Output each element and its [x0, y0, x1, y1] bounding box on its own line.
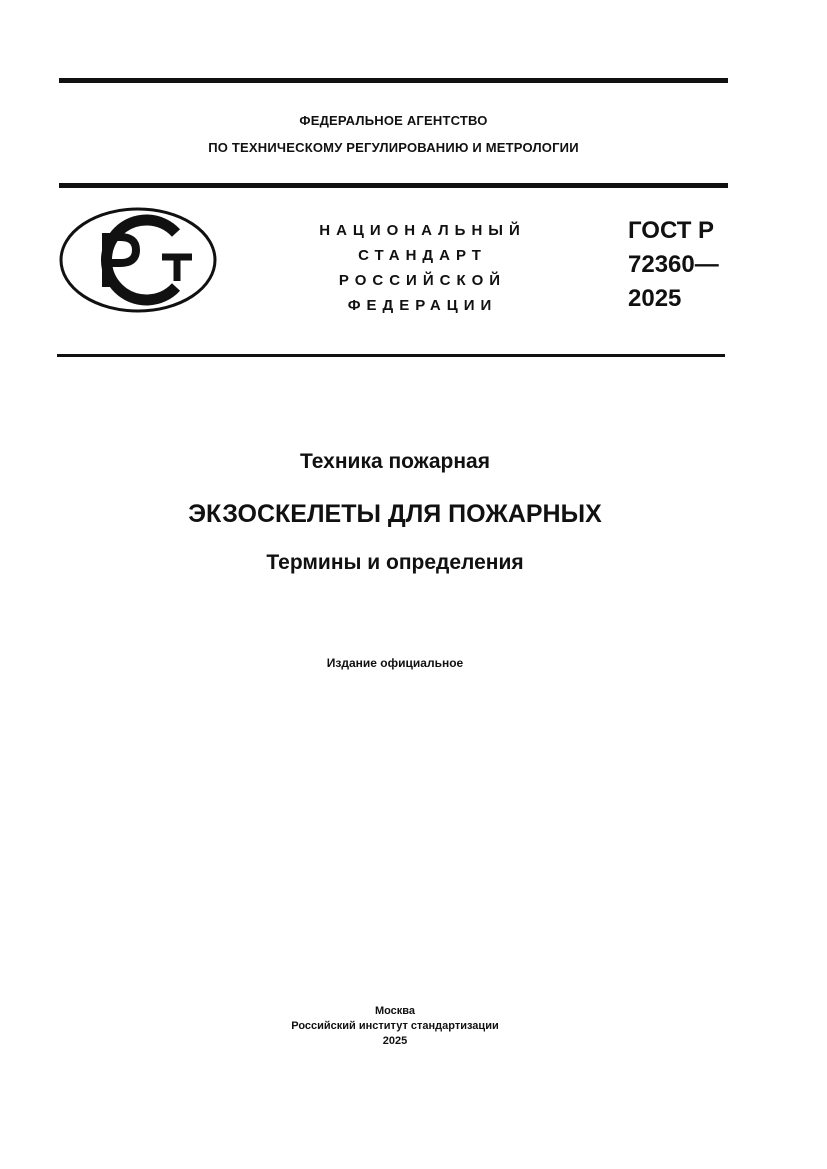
- rst-certification-mark-icon: [58, 205, 218, 320]
- standard-designation-line1: ГОСТ Р: [628, 217, 715, 244]
- document-group-title: Техника пожарная: [300, 450, 490, 473]
- imprint-publisher: Российский институт стандартизации: [291, 1020, 499, 1032]
- document-main-title: ЭКЗОСКЕЛЕТЫ ДЛЯ ПОЖАРНЫХ: [188, 500, 602, 528]
- standard-kind-line1: НАЦИОНАЛЬНЫЙ: [319, 222, 526, 239]
- standard-kind-line3: РОССИЙСКОЙ: [338, 272, 507, 289]
- imprint-city: Москва: [374, 1005, 416, 1017]
- edition-label: Издание официальное: [326, 656, 464, 670]
- standard-kind-line4: ФЕДЕРАЦИИ: [347, 297, 498, 314]
- section-divider-rule: [57, 354, 725, 357]
- document-subtitle: Термины и определения: [266, 551, 524, 574]
- standard-designation-line2: 72360—: [628, 251, 719, 278]
- top-rule: [59, 78, 728, 83]
- agency-name-line1: ФЕДЕРАЛЬНОЕ АГЕНТСТВО: [299, 113, 488, 128]
- standard-designation-line3: 2025: [628, 285, 682, 312]
- header-divider-rule: [59, 183, 728, 188]
- standard-kind-line2: СТАНДАРТ: [358, 247, 487, 264]
- imprint-year: 2025: [382, 1035, 408, 1047]
- agency-name-line2: ПО ТЕХНИЧЕСКОМУ РЕГУЛИРОВАНИЮ И МЕТРОЛОГИИ: [208, 140, 579, 155]
